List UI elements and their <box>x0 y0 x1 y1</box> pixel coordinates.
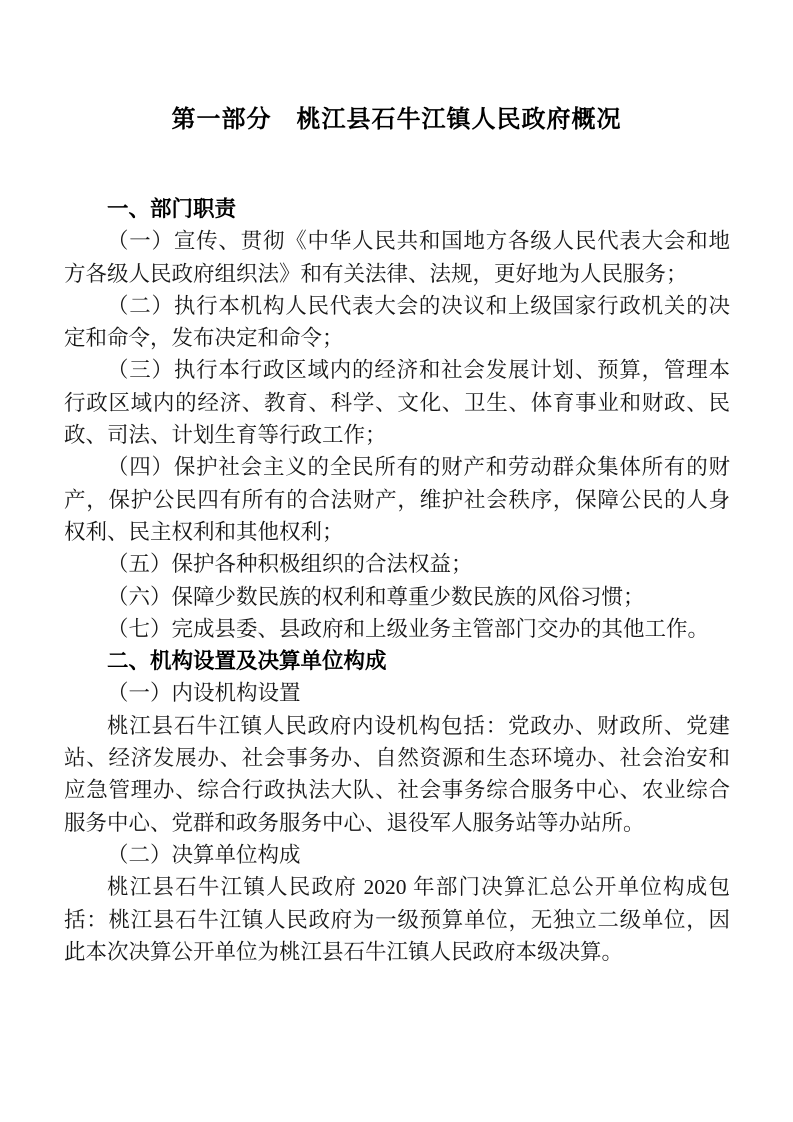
part-title: 第一部分 桃江县石牛江镇人民政府概况 <box>171 107 622 133</box>
duty-paragraph-6: （六）保障少数民族的权利和尊重少数民族的风俗习惯； <box>107 584 645 609</box>
internal-structure-paragraph: 桃江县石牛江镇人民政府内设机构包括：党政办、财政所、党建站、经济发展办、社会事务办、自然资源和生态环境办、社会治安和应急管理办、综合行政执法大队、社会事务综合服务中心、农业综合服务中心、党群和政务服务中心、退役军人服务站等办站所。 <box>64 713 730 835</box>
duty-paragraph-3: （三）执行本行政区域内的经济和社会发展计划、预算，管理本行政区域内的经济、教育、科学、文化、卫生、体育事业和财政、民政、司法、计划生育等行政工作； <box>64 358 730 448</box>
duty-paragraph-5: （五）保护各种积极组织的合法权益； <box>107 552 473 577</box>
section-heading-organization: 二、机构设置及决算单位构成 <box>107 649 387 674</box>
duty-paragraph-1: （一）宣传、贯彻《中华人民共和国地方各级人民代表大会和地方各级人民政府组织法》和有关法律、法规，更好地为人民服务； <box>64 229 730 286</box>
internal-structure-subheading: （一）内设机构设置 <box>107 681 301 706</box>
duty-paragraph-2: （二）执行本机构人民代表大会的决议和上级国家行政机关的决定和命令，发布决定和命令； <box>64 293 730 351</box>
section-heading-duties: 一、部门职责 <box>107 197 237 221</box>
document-body <box>0 193 793 968</box>
accounting-units-subheading: （二）决算单位构成 <box>107 842 301 867</box>
duty-paragraph-4: （四）保护社会主义的全民所有的财产和劳动群众集体所有的财产，保护公民四有所有的合法财产，维护社会秩序，保障公民的人身权利、民主权利和其他权利； <box>64 455 730 544</box>
accounting-units-paragraph: 桃江县石牛江镇人民政府 2020 年部门决算汇总公开单位构成包括：桃江县石牛江镇人民政府为一级预算单位，无独立二级单位，因此本次决算公开单位为桃江县石牛江镇人民政府本级决算。 <box>64 875 730 964</box>
duty-paragraph-7: （七）完成县委、县政府和上级业务主管部门交办的其他工作。 <box>107 616 710 641</box>
